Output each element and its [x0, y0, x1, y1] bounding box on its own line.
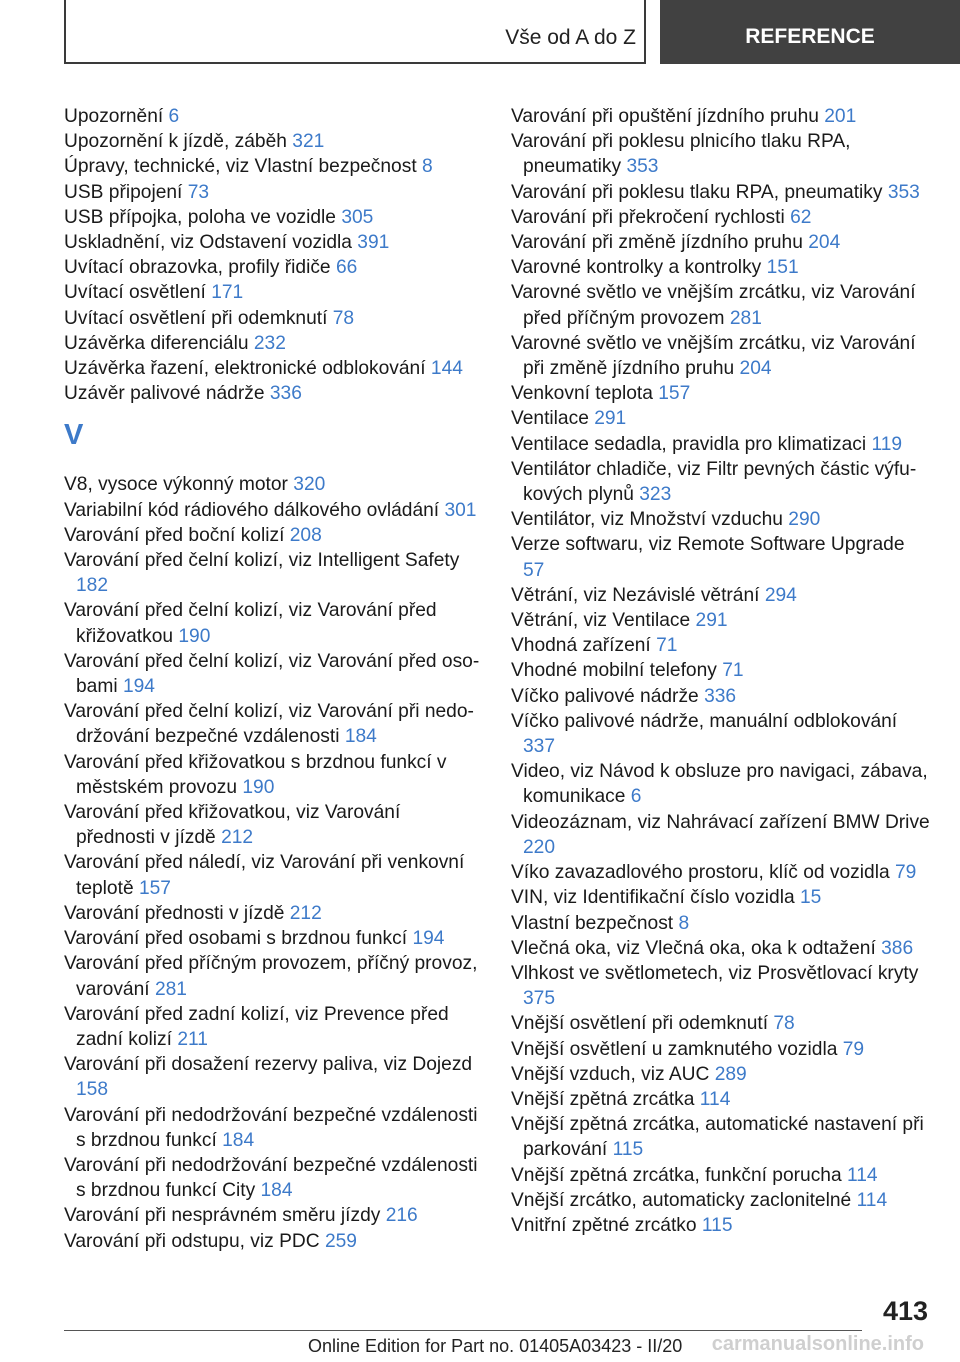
index-entry — [511, 860, 931, 885]
index-entry-text: Vnější vzduch, viz AUC — [511, 1063, 710, 1085]
page-link[interactable]: 115 — [612, 1139, 644, 1161]
page-link[interactable]: 204 — [808, 232, 841, 254]
page-link[interactable]: 115 — [701, 1214, 733, 1236]
page-link[interactable]: 386 — [881, 937, 914, 959]
index-entry-text: Vhodné mobilní telefony — [511, 660, 717, 682]
page-link[interactable]: 391 — [357, 232, 390, 254]
index-entry-text: Uzávěr palivové nádrže — [64, 383, 265, 405]
index-entry — [511, 255, 931, 280]
watermark: carmanualsonline.info — [711, 1333, 924, 1355]
index-entry — [64, 129, 480, 154]
index-entry-text: Varování při poklesu tlaku RPA, pneumatiky — [511, 181, 883, 203]
index-entry — [511, 230, 931, 255]
page-link[interactable]: 212 — [221, 827, 254, 849]
index-entry-text: Vnější zpětná zrcátka — [511, 1088, 695, 1110]
page-link[interactable]: 336 — [269, 383, 302, 405]
index-entry-text: Varování při dosažení rezervy paliva, viz Dojezd — [64, 1054, 473, 1076]
page-link[interactable]: 114 — [699, 1088, 731, 1110]
page-link[interactable]: 57 — [523, 559, 545, 581]
index-entry-text: Videozáznam, viz Nahrávací zařízení BMW Drive — [511, 811, 930, 833]
page-link[interactable]: 323 — [639, 484, 672, 506]
index-entry-text: Větrání, viz Ventilace — [511, 610, 691, 632]
index-entry — [64, 356, 480, 381]
index-entry-text: Vlečná oka, viz Vlečná oka, oka k odtažení — [511, 937, 876, 959]
index-entry — [64, 750, 480, 800]
index-entry-text: VIN, viz Identifikační číslo vozidla — [511, 887, 795, 909]
page-link[interactable]: 144 — [430, 358, 463, 380]
index-column-right — [511, 104, 931, 1238]
index-entry-text: Varování před křižovatkou, viz Varování přednosti v jízdě — [64, 802, 401, 849]
index-entry — [511, 331, 931, 381]
index-entry — [511, 759, 931, 809]
page-link[interactable]: 6 — [168, 106, 180, 127]
index-entry — [511, 1163, 931, 1188]
index-entry-text: Venkovní teplota — [511, 383, 653, 405]
page-link[interactable]: 337 — [523, 736, 556, 758]
index-entry — [511, 810, 931, 860]
index-entry — [511, 1037, 931, 1062]
page-link[interactable]: 291 — [695, 610, 728, 632]
index-entry — [511, 1062, 931, 1087]
footer-divider — [64, 1330, 862, 1331]
index-entry — [511, 633, 931, 658]
index-entry-text: Větrání, viz Nezávislé větrání — [511, 584, 760, 606]
index-entry-text: Varování před čelní kolizí, viz Varování před osobami — [64, 650, 480, 698]
index-entry — [511, 205, 931, 230]
index-entry-text: Varování při překročení rychlosti — [511, 206, 785, 228]
index-entry — [511, 684, 931, 709]
index-entry-text: Vnější zpětná zrcátka, automatické nastavení při parkování — [511, 1114, 924, 1161]
index-entry — [511, 1188, 931, 1213]
index-column-left — [64, 104, 480, 1254]
index-entry — [511, 280, 931, 330]
index-entry — [511, 583, 931, 608]
index-entry-text: Vnitřní zpětné zrcátko — [511, 1214, 697, 1236]
index-entry-text: Vnější osvětlení při odemknutí — [511, 1013, 769, 1035]
index-entry-text: Varovné světlo ve vnějším zrcátku, viz Varování při změně jízdního pruhu — [511, 332, 916, 380]
index-entry-text: Varování před boční kolizí — [64, 524, 285, 546]
page-link[interactable]: 73 — [187, 181, 210, 203]
index-entry — [64, 800, 480, 850]
index-entry-text: Víčko palivové nádrže, manuální odblokování — [511, 710, 898, 732]
index-list-v-continued — [511, 104, 931, 1238]
index-entry — [64, 901, 480, 926]
page-link[interactable]: 79 — [894, 862, 917, 884]
index-entry-text: Varování před zadní kolizí, viz Prevence před zadní kolizí — [64, 1003, 449, 1050]
index-entry — [511, 432, 931, 457]
index-entry — [511, 961, 931, 1011]
page-link[interactable]: 232 — [253, 332, 286, 354]
index-entry — [64, 154, 480, 179]
index-entry — [64, 926, 480, 951]
page-link[interactable]: 294 — [764, 584, 797, 606]
index-entry — [511, 709, 931, 759]
index-entry — [64, 1229, 480, 1254]
index-entry — [511, 381, 931, 406]
index-entry-text: Uvítací osvětlení — [64, 282, 206, 304]
index-entry-text: Uzávěrka řazení, elektronické odblokování — [64, 358, 426, 380]
index-entry — [511, 507, 931, 532]
page-link[interactable]: 119 — [871, 433, 903, 455]
index-entry — [64, 205, 480, 230]
index-entry — [511, 180, 931, 205]
index-entry — [64, 1052, 480, 1102]
index-entry — [511, 885, 931, 910]
index-entry-text: Varování při poklesu plnicího tlaku RPA, pneumatiky — [511, 131, 851, 178]
index-entry-text: Upozornění — [64, 106, 164, 127]
page-link[interactable]: 259 — [324, 1230, 357, 1252]
index-entry-text: Vnější zrcátko, automaticky zaclonitelné — [511, 1189, 852, 1211]
page-link[interactable]: 320 — [293, 474, 326, 496]
index-entry — [64, 1002, 480, 1052]
index-entry — [64, 548, 480, 598]
index-entry-text: Vlastní bezpečnost — [511, 912, 674, 934]
index-entry-text: Ventilátor chladiče, viz Filtr pevných částic výfukových plynů — [511, 458, 917, 506]
index-entry-text: Varování při nesprávném směru jízdy — [64, 1205, 381, 1227]
page-link[interactable]: 184 — [344, 726, 377, 748]
page-link[interactable]: 353 — [887, 181, 920, 203]
page-link[interactable]: 151 — [766, 257, 799, 279]
index-entry — [64, 523, 480, 548]
index-entry-text: Uskladnění, viz Odstavení vozidla — [64, 232, 352, 254]
page-link[interactable]: 301 — [444, 499, 477, 521]
page-link[interactable]: 8 — [678, 912, 690, 934]
index-entry-text: Varování před čelní kolizí, viz Intelligent Safety — [64, 550, 460, 572]
index-entry-text: Varování přednosti v jízdě — [64, 902, 285, 924]
page-link[interactable]: 79 — [842, 1038, 865, 1060]
index-entry — [64, 850, 480, 900]
index-entry — [64, 180, 480, 205]
page-number: 413 — [882, 1296, 928, 1326]
index-entry-text: Varování před příčným provozem, příčný provoz, varování — [64, 953, 478, 1000]
index-entry-text: Varování před čelní kolizí, viz Varování před křižovatkou — [64, 600, 437, 647]
reference-tab-label: REFERENCE — [745, 25, 875, 48]
index-entry — [511, 658, 931, 683]
index-list-v — [64, 472, 480, 1253]
index-entry — [511, 1112, 931, 1162]
page-link[interactable]: 158 — [76, 1079, 109, 1101]
page-link[interactable]: 71 — [656, 635, 678, 657]
index-entry-text: Vlhkost ve světlometech, viz Prosvětlovací kryty — [511, 962, 919, 984]
index-entry — [511, 457, 931, 507]
page-link[interactable]: 201 — [824, 106, 857, 127]
index-entry-text: Variabilní kód rádiového dálkového ovládání — [64, 499, 440, 521]
index-entry-text: Vnější zpětná zrcátka, funkční porucha — [511, 1164, 842, 1186]
index-entry-text: Verze softwaru, viz Remote Software Upgrade — [511, 534, 905, 556]
page-link[interactable]: 375 — [523, 988, 556, 1010]
index-entry — [64, 498, 480, 523]
page-link[interactable]: 8 — [422, 156, 433, 178]
index-entry — [64, 280, 480, 305]
index-entry — [511, 1011, 931, 1036]
page-link[interactable]: 204 — [739, 358, 772, 380]
page-link[interactable]: 157 — [658, 383, 691, 405]
page-link[interactable]: 208 — [289, 524, 322, 546]
index-entry — [511, 104, 931, 129]
index-entry-text: Ventilace sedadla, pravidla pro klimatizaci — [511, 433, 867, 455]
index-entry — [64, 306, 480, 331]
index-entry — [64, 649, 480, 699]
page-link[interactable]: 62 — [790, 206, 812, 228]
index-entry-text: Varování před osobami s brzdnou funkcí — [64, 928, 408, 950]
index-entry — [64, 1203, 480, 1228]
index-entry-text: Varovné kontrolky a kontrolky — [511, 257, 762, 279]
page-link[interactable]: 321 — [292, 131, 325, 153]
index-entry — [64, 699, 480, 749]
page-link[interactable]: 6 — [630, 786, 642, 808]
page-link[interactable]: 114 — [846, 1164, 878, 1186]
index-entry-text: Varování před čelní kolizí, viz Varování při nedodržování bezpečné vzdálenosti — [64, 701, 474, 748]
index-entry-text: USB přípojka, poloha ve vozidle — [64, 206, 336, 228]
index-entry — [511, 406, 931, 431]
page-link[interactable]: 15 — [800, 887, 822, 909]
index-entry-text: Ventilace — [511, 408, 589, 430]
index-entry — [64, 104, 480, 129]
index-list-u — [64, 104, 480, 406]
page-link[interactable]: 281 — [154, 978, 187, 1000]
index-entry-text: Varování při nedodržování bezpečné vzdálenosti s brzdnou funkcí — [64, 1104, 478, 1151]
index-entry-text: Uvítací osvětlení při odemknutí — [64, 307, 328, 329]
index-entry-text: Upozornění k jízdě, záběh — [64, 131, 287, 153]
index-entry-text: Ventilátor, viz Množství vzduchu — [511, 509, 783, 531]
index-entry-text: Varování při opuštění jízdního pruhu — [511, 106, 819, 127]
index-entry-text: Vnější osvětlení u zamknutého vozidla — [511, 1038, 838, 1060]
page-link[interactable]: 78 — [773, 1013, 795, 1035]
page-link[interactable]: 182 — [76, 575, 109, 597]
index-entry — [511, 532, 931, 582]
section-title: Vše od A do Z — [505, 26, 636, 49]
index-entry-text: V8, vysoce výkonný motor — [64, 474, 288, 496]
index-entry — [511, 608, 931, 633]
reference-tab[interactable] — [660, 0, 960, 64]
index-entry — [511, 911, 931, 936]
page-link[interactable]: 194 — [412, 928, 445, 950]
index-entry — [64, 331, 480, 356]
page-link[interactable]: 336 — [704, 685, 737, 707]
index-entry — [511, 1213, 931, 1238]
page-link[interactable]: 114 — [856, 1189, 888, 1211]
index-entry-text: Varování při odstupu, viz PDC — [64, 1230, 320, 1252]
page-link[interactable]: 290 — [788, 509, 821, 531]
index-entry — [64, 1103, 480, 1153]
page-link[interactable]: 291 — [594, 408, 627, 430]
index-entry — [511, 1087, 931, 1112]
page-link[interactable]: 353 — [626, 156, 659, 178]
index-entry — [64, 472, 480, 497]
page-link[interactable]: 289 — [714, 1063, 747, 1085]
edition-note: Online Edition for Part no. 01405A03423 - II/20 — [308, 1336, 683, 1356]
index-entry — [511, 936, 931, 961]
page-link[interactable]: 305 — [341, 206, 374, 228]
page-link[interactable]: 171 — [211, 282, 244, 304]
index-entry — [64, 230, 480, 255]
index-entry-text: USB připojení — [64, 181, 183, 203]
page-link[interactable]: 78 — [332, 307, 355, 329]
index-letter-heading: V — [64, 419, 84, 452]
page-link[interactable]: 66 — [335, 257, 358, 279]
index-entry-text: Varování před náledí, viz Varování při venkovní teplotě — [64, 852, 465, 899]
index-entry-text: Varování před křižovatkou s brzdnou funkcí v městském provozu — [64, 751, 447, 798]
page-link[interactable]: 220 — [523, 836, 556, 858]
index-entry-text: Video, viz Návod k obsluze pro navigaci, zábava, komunikace — [511, 761, 928, 808]
page-link[interactable]: 157 — [138, 877, 171, 899]
index-entry-text: Varovné světlo ve vnějším zrcátku, viz Varování před příčným provozem — [511, 282, 916, 329]
page-link[interactable]: 190 — [242, 776, 275, 798]
page-link[interactable]: 194 — [122, 676, 155, 698]
page-link[interactable]: 281 — [729, 307, 762, 329]
index-entry — [511, 129, 931, 179]
index-entry-text: Uvítací obrazovka, profily řidiče — [64, 257, 331, 279]
index-entry-text: Úpravy, technické, viz Vlastní bezpečnost — [64, 156, 417, 178]
page-link[interactable]: 190 — [178, 625, 211, 647]
page-link[interactable]: 71 — [722, 660, 744, 682]
index-entry-text: Vhodná zařízení — [511, 635, 651, 657]
page-link[interactable]: 212 — [289, 902, 322, 924]
index-entry-text: Varování při nedodržování bezpečné vzdálenosti s brzdnou funkcí City — [64, 1154, 478, 1202]
index-entry — [64, 381, 480, 406]
index-entry-text: Víčko palivové nádrže — [511, 685, 699, 707]
page-link[interactable]: 211 — [177, 1028, 208, 1050]
index-entry — [64, 255, 480, 280]
index-entry-text: Uzávěrka diferenciálu — [64, 332, 249, 354]
page-link[interactable]: 184 — [222, 1129, 255, 1151]
index-entry-text: Víko zavazadlového prostoru, klíč od vozidla — [511, 862, 890, 884]
page-link[interactable]: 184 — [260, 1180, 293, 1202]
index-entry — [64, 1153, 480, 1203]
index-entry — [64, 951, 480, 1001]
index-entry — [64, 598, 480, 648]
page-link[interactable]: 216 — [385, 1205, 418, 1227]
index-entry-text: Varování při změně jízdního pruhu — [511, 232, 803, 254]
